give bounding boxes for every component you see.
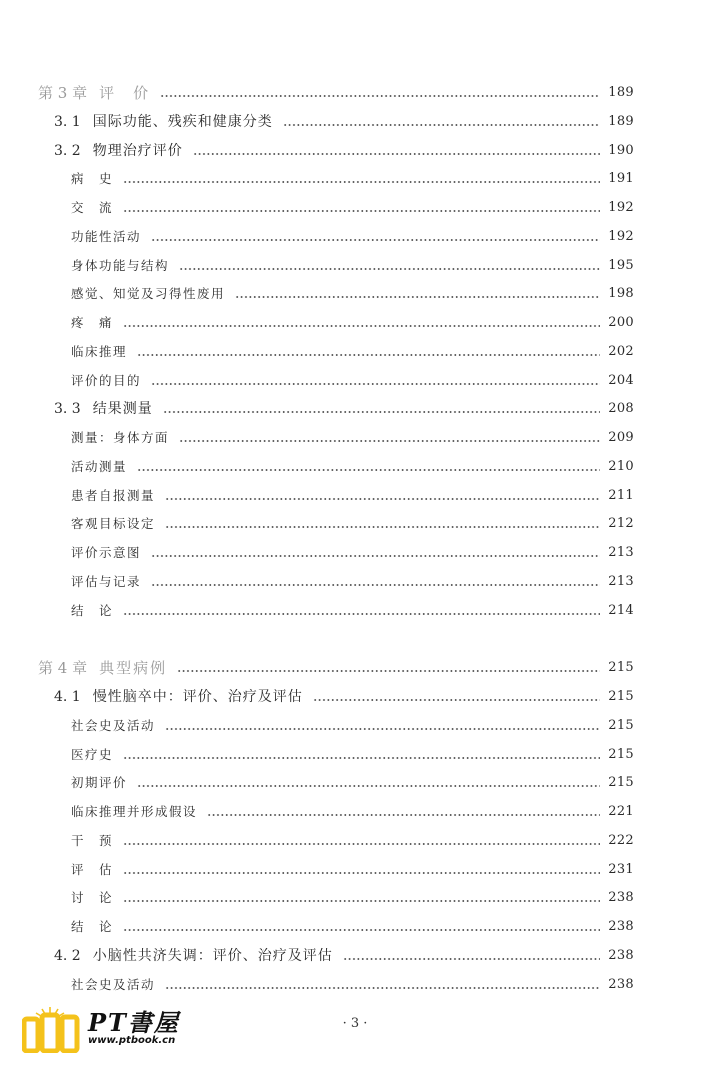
dot-leader — [123, 843, 600, 845]
page-number: · 3 · — [342, 1016, 368, 1031]
toc-entry-item[interactable] — [71, 456, 634, 478]
toc-entry-item[interactable] — [71, 226, 634, 248]
dot-leader — [343, 958, 601, 960]
toc-entry-title — [71, 974, 165, 996]
toc-entry-item[interactable] — [71, 974, 634, 996]
toc-entry-text: 临床推理并形成假设 — [71, 804, 198, 819]
toc-entry-item[interactable] — [71, 916, 634, 938]
toc-entry-text: 身体功能与结构 — [71, 258, 170, 273]
toc-entry-text: 活动测量 — [71, 459, 128, 474]
toc-page-number: 213 — [608, 545, 634, 560]
dot-leader — [151, 555, 600, 557]
toc-entry-text: 社会史及活动 — [71, 718, 156, 733]
dot-leader — [179, 440, 600, 442]
toc-entry-title — [71, 168, 123, 190]
toc-page-number: 190 — [608, 143, 634, 158]
toc-entry-item[interactable] — [71, 830, 634, 852]
dot-leader — [151, 239, 600, 241]
toc-entry-item[interactable] — [71, 255, 634, 277]
toc-entry-text: 结 论 — [71, 603, 114, 618]
toc-entry-title — [54, 140, 193, 162]
dot-leader — [123, 325, 600, 327]
toc-entry-item[interactable] — [71, 513, 634, 535]
toc-page-number: 238 — [608, 890, 634, 905]
toc-entry-title — [71, 772, 137, 794]
toc-entry-number: 3. 1 — [54, 114, 81, 130]
toc-entry-text: 评价示意图 — [71, 545, 142, 560]
toc-entry-title — [54, 111, 283, 133]
toc-page-number: 215 — [608, 660, 634, 675]
dot-leader — [160, 95, 600, 97]
toc-entry-text: 结果测量 — [92, 401, 153, 417]
toc-entry-text: 病 史 — [71, 171, 114, 186]
dot-leader — [283, 124, 601, 126]
toc-entry-section[interactable] — [54, 945, 634, 967]
toc-page-number: 202 — [608, 344, 634, 359]
dot-leader — [123, 181, 600, 183]
dot-leader — [165, 526, 600, 528]
toc-entry-title — [71, 600, 123, 622]
toc-entry-text: 功能性活动 — [71, 229, 142, 244]
toc-entry-title — [71, 887, 123, 909]
toc-entry-item[interactable] — [71, 341, 634, 363]
toc-page-number: 213 — [608, 574, 634, 589]
dot-leader — [137, 469, 600, 471]
toc-page-number: 198 — [608, 286, 634, 301]
toc-entry-item[interactable] — [71, 485, 634, 507]
toc-entry-text: 交 流 — [71, 200, 114, 215]
toc-entry-text: 客观目标设定 — [71, 516, 156, 531]
toc-entry-title — [71, 513, 165, 535]
toc-entry-item[interactable] — [71, 801, 634, 823]
toc-page-number: 208 — [608, 401, 634, 416]
toc-entry-section[interactable] — [54, 140, 634, 162]
dot-leader — [165, 987, 600, 989]
toc-page-number: 189 — [608, 114, 634, 129]
toc-entry-title — [71, 456, 137, 478]
toc-page-number: 238 — [608, 919, 634, 934]
dot-leader — [207, 814, 600, 816]
toc-page-number: 238 — [608, 948, 634, 963]
toc-page-number: 221 — [608, 804, 634, 819]
toc-entry-title — [71, 916, 123, 938]
toc-page-number: 195 — [608, 258, 634, 273]
toc-page-number: 200 — [608, 315, 634, 330]
toc-entry-title — [71, 283, 235, 305]
dot-leader — [179, 268, 600, 270]
toc-entry-section[interactable] — [54, 686, 634, 708]
toc-page-number: 209 — [608, 430, 634, 445]
dot-leader — [163, 411, 601, 413]
toc-entry-title — [71, 341, 137, 363]
toc-entry-item[interactable] — [71, 427, 634, 449]
toc-entry-item[interactable] — [71, 600, 634, 622]
toc-entry-item[interactable] — [71, 312, 634, 334]
toc-page-number: 231 — [608, 862, 634, 877]
toc-entry-title — [71, 744, 123, 766]
dot-leader — [151, 383, 600, 385]
dot-leader — [123, 929, 600, 931]
toc-entry-text: 评 价 — [99, 84, 151, 102]
toc-entry-title — [54, 398, 163, 420]
toc-entry-text: 患者自报测量 — [71, 488, 156, 503]
toc-entry-title — [54, 686, 313, 708]
dot-leader — [177, 670, 600, 672]
toc-entry-title — [71, 226, 151, 248]
toc-entry-section[interactable] — [54, 111, 634, 133]
toc-entry-item[interactable] — [71, 887, 634, 909]
toc-entry-item[interactable] — [71, 370, 634, 392]
toc-entry-number: 第 3 章 — [38, 84, 88, 102]
toc-entry-number: 3. 3 — [54, 401, 81, 417]
dot-leader — [165, 498, 600, 500]
toc-entry-number: 第 4 章 — [38, 659, 88, 677]
toc-page-number: 189 — [608, 85, 634, 100]
toc-entry-text: 医疗史 — [71, 747, 114, 762]
toc-entry-title — [38, 657, 177, 679]
toc-entry-title — [54, 945, 343, 967]
toc-entry-text: 小脑性共济失调：评价、治疗及评估 — [92, 948, 333, 964]
dot-leader — [123, 210, 600, 212]
toc-entry-item[interactable] — [71, 571, 634, 593]
toc-entry-text: 评 估 — [71, 862, 114, 877]
dot-leader — [123, 757, 600, 759]
toc-entry-number: 4. 2 — [54, 948, 81, 964]
toc-entry-number: 3. 2 — [54, 143, 81, 159]
toc-entry-item[interactable] — [71, 744, 634, 766]
toc-entry-title — [71, 542, 151, 564]
toc-entry-item[interactable] — [71, 542, 634, 564]
toc-page-number: 214 — [608, 603, 634, 618]
toc-entry-text: 社会史及活动 — [71, 977, 156, 992]
toc-entry-title — [71, 571, 151, 593]
toc-entry-title — [71, 197, 123, 219]
toc-entry-text: 临床推理 — [71, 344, 128, 359]
toc-entry-text: 测量：身体方面 — [71, 430, 170, 445]
dot-leader — [123, 900, 600, 902]
dot-leader — [193, 153, 601, 155]
toc-page-number: 191 — [608, 171, 634, 186]
dot-leader — [123, 872, 600, 874]
dot-leader — [137, 354, 600, 356]
toc-entry-item[interactable] — [71, 283, 634, 305]
toc-entry-title — [71, 255, 179, 277]
toc-entry-text: 结 论 — [71, 919, 114, 934]
toc-page-number: 210 — [608, 459, 634, 474]
toc-entry-text: 典型病例 — [99, 659, 168, 677]
toc-entry-item[interactable] — [71, 715, 634, 737]
toc-entry-title — [71, 715, 165, 737]
toc-entry-text: 疼 痛 — [71, 315, 114, 330]
toc-page-number: 211 — [608, 488, 634, 503]
toc-page-number: 215 — [608, 718, 634, 733]
toc-entry-item[interactable] — [71, 168, 634, 190]
toc-entry-title — [71, 830, 123, 852]
toc-entry-title — [71, 859, 123, 881]
toc-entry-title — [71, 370, 151, 392]
toc-entry-title — [71, 427, 179, 449]
toc-entry-text: 干 预 — [71, 833, 114, 848]
toc-page-number: 238 — [608, 977, 634, 992]
toc-page-number: 215 — [608, 747, 634, 762]
toc-entry-item[interactable] — [71, 197, 634, 219]
toc-entry-title — [38, 82, 160, 104]
toc-page-number: 215 — [608, 775, 634, 790]
toc-entry-text: 初期评价 — [71, 775, 128, 790]
toc-entry-item[interactable] — [71, 859, 634, 881]
toc-entry-chapter[interactable] — [38, 657, 634, 679]
toc-entry-text: 慢性脑卒中：评价、治疗及评估 — [92, 689, 303, 705]
dot-leader — [151, 584, 600, 586]
toc-page-number: 192 — [608, 229, 634, 244]
dot-leader — [235, 296, 600, 298]
toc-entry-title — [71, 312, 123, 334]
toc-entry-title — [71, 801, 207, 823]
toc-entry-text: 评价的目的 — [71, 373, 142, 388]
toc-entry-text: 讨 论 — [71, 890, 114, 905]
dot-leader — [313, 699, 601, 701]
toc-entry-number: 4. 1 — [54, 689, 81, 705]
toc-page-number: 204 — [608, 373, 634, 388]
logo-text: PT書屋 — [88, 1008, 180, 1037]
toc-entry-item[interactable] — [71, 772, 634, 794]
toc-entry-section[interactable] — [54, 398, 634, 420]
logo-url: www.ptbook.cn — [88, 1035, 176, 1046]
dot-leader — [137, 785, 600, 787]
toc-page-number: 215 — [608, 689, 634, 704]
dot-leader — [165, 728, 600, 730]
toc-entry-title — [71, 485, 165, 507]
toc-page-number: 222 — [608, 833, 634, 848]
toc-page-number: 212 — [608, 516, 634, 531]
toc-entry-text: 评估与记录 — [71, 574, 142, 589]
toc-page-number: 192 — [608, 200, 634, 215]
toc-entry-text: 感觉、知觉及习得性废用 — [71, 286, 226, 301]
toc-entry-text: 物理治疗评价 — [92, 143, 183, 159]
toc-entry-chapter[interactable] — [38, 82, 634, 104]
toc-entry-text: 国际功能、残疾和健康分类 — [92, 114, 273, 130]
dot-leader — [123, 613, 600, 615]
